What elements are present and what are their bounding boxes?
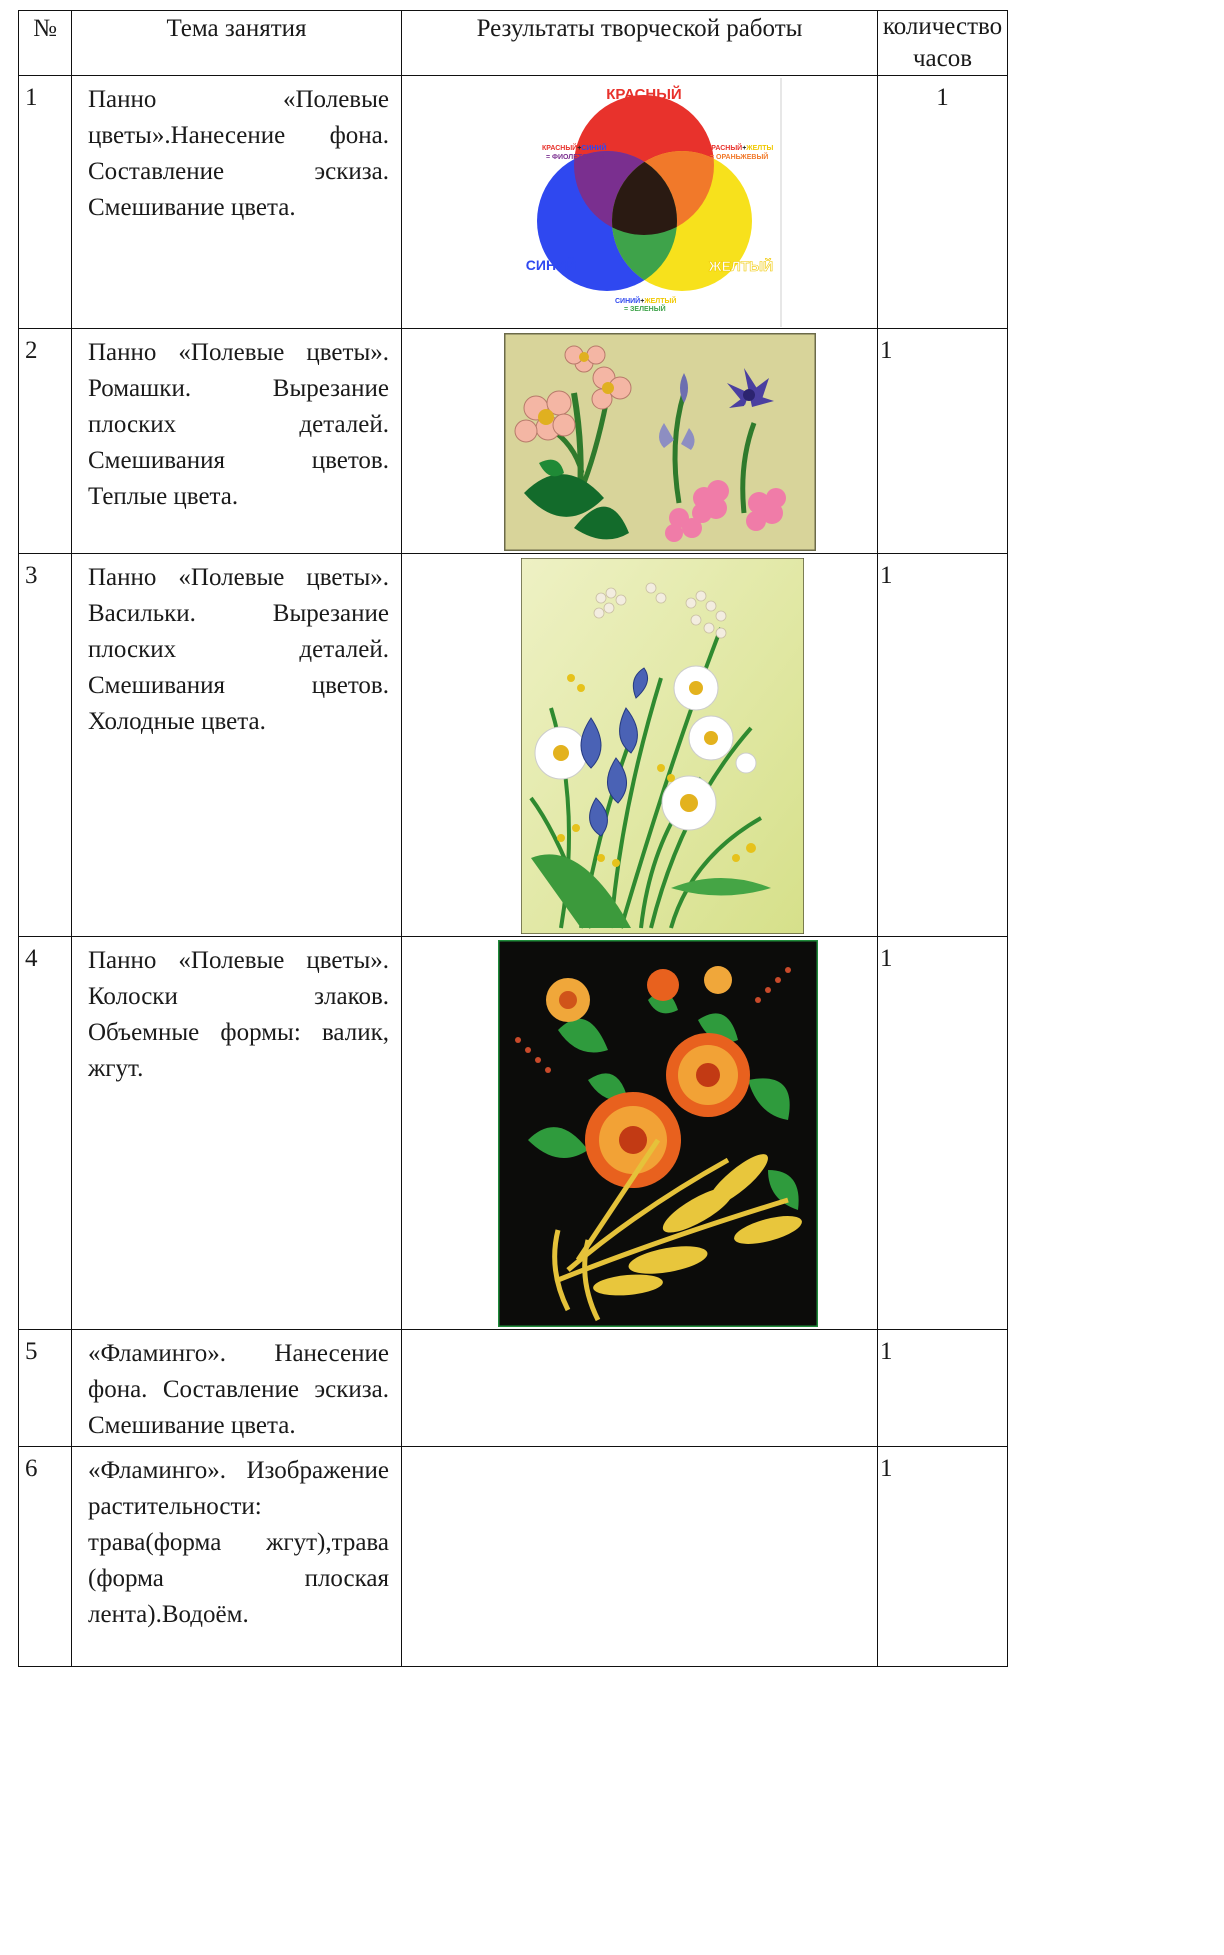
topic-line: Панно «Полевые <box>88 86 389 113</box>
topic-line: плоских деталей. <box>88 411 389 438</box>
row-hours: 1 <box>878 1330 1008 1447</box>
topic-line: Составление эскиза. <box>88 158 389 185</box>
topic-line: цветы».Нанесение фона. <box>88 122 389 149</box>
header-num: № <box>19 11 72 76</box>
topic-line: Васильки. Вырезание <box>88 600 389 627</box>
plasticine-wheat-panel <box>498 940 818 1327</box>
table-row <box>19 1330 1008 1447</box>
table-row <box>19 76 1008 329</box>
topic-line: Панно «Полевые цветы». <box>88 947 389 974</box>
topic-line: Смешивание цвета. <box>88 1412 296 1439</box>
red-label: КРАСНЫЙ <box>606 86 682 103</box>
header-hours <box>878 11 1008 76</box>
topic-line: «Фламинго». Нанесение <box>88 1340 389 1367</box>
topic-line: Смешивание цвета. <box>88 194 296 221</box>
row-topic <box>72 937 402 1330</box>
plasticine-chamomile-panel <box>504 333 816 551</box>
color-mixing-diagram <box>507 78 782 327</box>
topic-line: «Фламинго». Изображение <box>88 1457 389 1484</box>
header-hours-line2: часов <box>912 45 973 72</box>
topic-line: Объемные формы: валик, <box>88 1019 389 1046</box>
topic-line: Ромашки. Вырезание <box>88 375 389 402</box>
results-cell <box>402 937 878 1330</box>
mix-red-blue-result: = ФИОЛЕТОВЫЙ <box>546 154 605 161</box>
plasticine-cornflower-panel <box>521 558 804 934</box>
results-cell <box>402 1447 878 1667</box>
header-hours-line1: количество <box>882 13 1003 40</box>
mix-blue-yellow-result: = ЗЕЛЕНЫЙ <box>624 306 666 313</box>
topic-line: плоских деталей. <box>88 636 389 663</box>
row-hours: 1 <box>878 76 1008 329</box>
blue-label: СИНИЙ <box>525 257 577 273</box>
topic-line: трава(форма жгут),трава <box>88 1529 389 1556</box>
topic-line: Смешивания цветов. <box>88 447 389 474</box>
results-cell <box>402 554 878 937</box>
row-number: 5 <box>19 1330 72 1447</box>
topic-line: Холодные цвета. <box>88 708 266 735</box>
topic-line: Панно «Полевые цветы». <box>88 564 389 591</box>
mix-red-yellow-result: = ОРАНЬЖЕВЫЙ <box>710 154 769 161</box>
topic-line: фона. Составление эскиза. <box>88 1376 389 1403</box>
mix-blue-yellow-label: СИНИЙ+ЖЕЛТЫЙ <box>615 298 677 305</box>
results-cell <box>402 1330 878 1447</box>
row-number: 3 <box>19 554 72 937</box>
table-row <box>19 937 1008 1330</box>
row-topic <box>72 76 402 329</box>
header-row <box>19 11 1008 76</box>
topic-line: (форма плоская <box>88 1565 389 1592</box>
header-results: Результаты творческой работы <box>402 11 878 76</box>
topic-line: Смешивания цветов. <box>88 672 389 699</box>
row-number: 2 <box>19 329 72 554</box>
table-row <box>19 329 1008 554</box>
results-cell <box>402 329 878 554</box>
row-topic <box>72 329 402 554</box>
row-topic <box>72 554 402 937</box>
lesson-plan-table <box>18 10 1008 1667</box>
row-hours: 1 <box>878 937 1008 1330</box>
header-topic: Тема занятия <box>72 11 402 76</box>
table-row <box>19 1447 1008 1667</box>
table-row <box>19 554 1008 937</box>
row-topic <box>72 1330 402 1447</box>
topic-line: Теплые цвета. <box>88 483 239 510</box>
row-hours: 1 <box>878 1447 1008 1667</box>
row-hours: 1 <box>878 554 1008 937</box>
topic-line: Колоски злаков. <box>88 983 389 1010</box>
row-hours: 1 <box>878 329 1008 554</box>
mix-red-yellow-label: КРАСНЫЙ+ЖЕЛТЫ <box>707 145 774 152</box>
topic-line: растительности: <box>88 1493 262 1520</box>
topic-line: жгут. <box>88 1055 144 1082</box>
row-topic <box>72 1447 402 1667</box>
yellow-label: ЖЕЛТЫЙ <box>708 258 774 274</box>
row-number: 6 <box>19 1447 72 1667</box>
results-cell <box>402 76 878 329</box>
row-number: 1 <box>19 76 72 329</box>
mix-red-blue-label: КРАСНЫЙ+СИНИЙ <box>542 145 607 152</box>
topic-line: лента).Водоём. <box>88 1601 249 1628</box>
row-number: 4 <box>19 937 72 1330</box>
topic-line: Панно «Полевые цветы». <box>88 339 389 366</box>
